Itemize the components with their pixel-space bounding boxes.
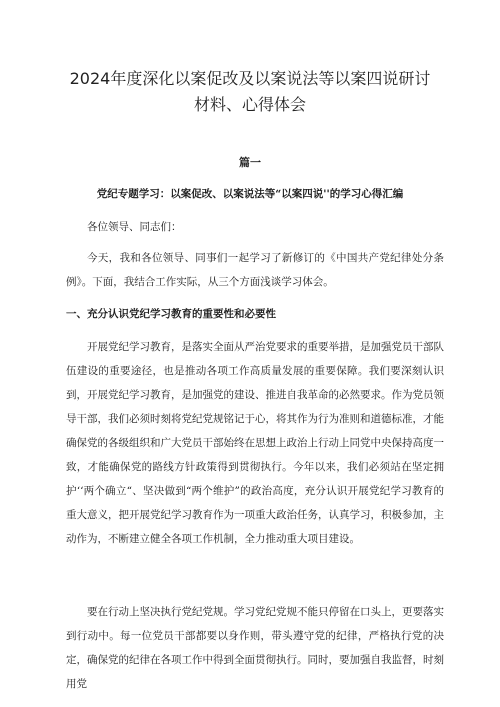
document-title-line-2: 材料、心得体会 <box>193 95 306 114</box>
intro-paragraph: 今天，我和各位领导、同事们一起学习了新修订的《中国共产党纪律处分条例》。下面，我结合工作实际，从三个方面浅谈学习体会。 <box>66 252 444 288</box>
document-title <box>40 66 460 118</box>
greeting: 各位领导、同志们： <box>87 221 182 233</box>
section-heading-1: 一、充分认识党纪学习教育的重要性和必要性 <box>66 308 276 320</box>
body-paragraph-1: 开展党纪学习教育，是落实全面从严治党要求的重要举措，是加强党员干部队伍建设的重要途径，也是推动各项工作高质量发展的重要保障。我们要深刻认识到，开展党纪学习教育，是加强党的建设、推进自我革命的必然要求。作为党员领导干部，我们必须时刻将党纪党规铭记于心，将其作为行为准则和道德标准，才能确保党的各级组织和广大党员干部始终在思想上政治上行动上同党中央保持高度一致，才能确保党的路线方针政策得到贯彻执行。今年以来，我们必须站在坚定拥护‘‘两个确立“、坚决做到“两个维护”的政治高度，充分认识开展党纪学习教育的重大意义，把开展党纪学习教育作为一项重大政治任务，认真学习，积极参加，主动作为，不断建立健全各项工作机制，全力推动重大项目建设。 <box>66 341 444 545</box>
document-title-line-1: 2024年度深化以案促改及以案说法等以案四说研讨 <box>69 69 431 88</box>
body-paragraph-2: 要在行动上坚决执行党纪党规。学习党纪党规不能只停留在口头上，更要落实到行动中。每一位党员干部都要以身作则，带头遵守党的纪律，严格执行党的决定，确保党的纪律在各项工作中得到全面贯彻执行。同时，要加强自我监督，时刻用党 <box>66 606 444 690</box>
section-marker: 篇一 <box>239 156 261 169</box>
article-subtitle: 党纪专题学习：以案促改、以案说法等“以案四说''的学习心得汇编 <box>96 188 404 200</box>
